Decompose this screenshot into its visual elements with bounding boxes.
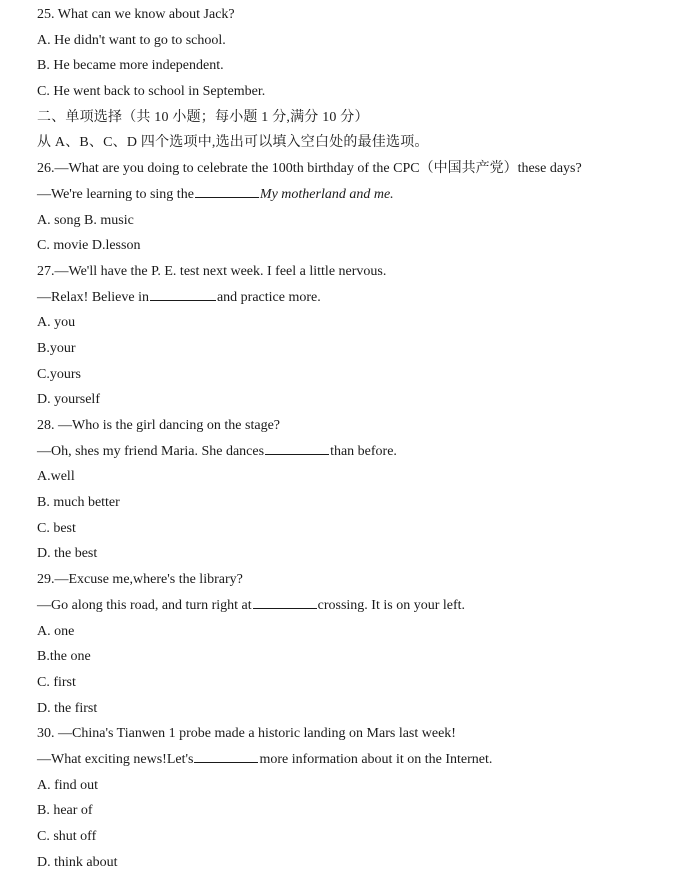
option-d: D. yourself	[37, 392, 100, 408]
option-c: C. He went back to school in September.	[37, 84, 266, 100]
option-d: D. the first	[37, 700, 98, 716]
reply-text: —What exciting news!Let's	[37, 751, 194, 767]
option-a: A. one	[37, 623, 75, 639]
question-28-reply	[37, 439, 677, 465]
answer-blank	[150, 285, 216, 301]
option-b: B.your	[37, 340, 76, 356]
question-29-reply	[37, 593, 677, 619]
reply-text-after: and practice more.	[216, 289, 321, 305]
answer-blank	[265, 439, 329, 455]
option-row: A. song B. music	[37, 212, 134, 228]
option-a: A. find out	[37, 777, 99, 793]
question-29-stem: 29.—Excuse me,where's the library?	[37, 572, 243, 588]
option-c: C. shut off	[37, 829, 97, 844]
section-heading: 二、单项选择（共 10 小题；每小题 1 分,满分 10 分）	[37, 109, 369, 125]
reply-text-after: than before.	[330, 443, 397, 459]
answer-blank	[253, 593, 317, 609]
option-c: C. best	[37, 520, 76, 536]
question-25: 25. What can we know about Jack?	[37, 7, 235, 22]
question-27-reply	[37, 285, 677, 311]
option-b: B.the one	[37, 649, 91, 665]
option-d: D. think about	[37, 854, 118, 870]
option-b: B. hear of	[37, 803, 93, 819]
section-instruction: 从 A、B、C、D 四个选项中,选出可以填入空白处的最佳选项。	[37, 135, 429, 151]
reply-text: —Go along this road, and turn right at	[37, 597, 252, 613]
option-a: A. you	[37, 315, 76, 331]
option-b: B. much better	[37, 495, 120, 511]
reply-text: —Relax! Believe in	[37, 289, 149, 305]
option-c: C. first	[37, 674, 76, 690]
option-b: B. He became more independent.	[37, 58, 224, 74]
option-a: A.well	[37, 469, 75, 485]
question-28-stem: 28. —Who is the girl dancing on the stage?	[37, 418, 280, 433]
question-26-stem: 26.—What are you doing to celebrate the 100th birthday of the CPC（中国共产党）these days?	[37, 161, 582, 177]
exam-page	[37, 0, 677, 875]
question-30-stem: 30. —China's Tianwen 1 probe made a historic landing on Mars last week!	[37, 726, 456, 742]
option-d: D. the best	[37, 546, 98, 562]
reply-text: —Oh, shes my friend Maria. She dances	[37, 443, 265, 459]
option-a: A. He didn't want to go to school.	[37, 32, 226, 48]
option-row: C. movie D.lesson	[37, 238, 141, 254]
option-c: C.yours	[37, 366, 81, 382]
question-27-stem: 27.—We'll have the P. E. test next week. I feel a little nervous.	[37, 263, 387, 279]
song-title: My motherland and me.	[259, 186, 394, 202]
answer-blank	[194, 747, 258, 763]
reply-text: —We're learning to sing the	[37, 186, 194, 202]
question-30-reply	[37, 747, 677, 773]
reply-text-after: more information about it on the Internet.	[259, 751, 493, 767]
reply-text-after: crossing. It is on your left.	[317, 597, 466, 613]
answer-blank	[195, 182, 259, 198]
question-26-reply	[37, 182, 677, 208]
